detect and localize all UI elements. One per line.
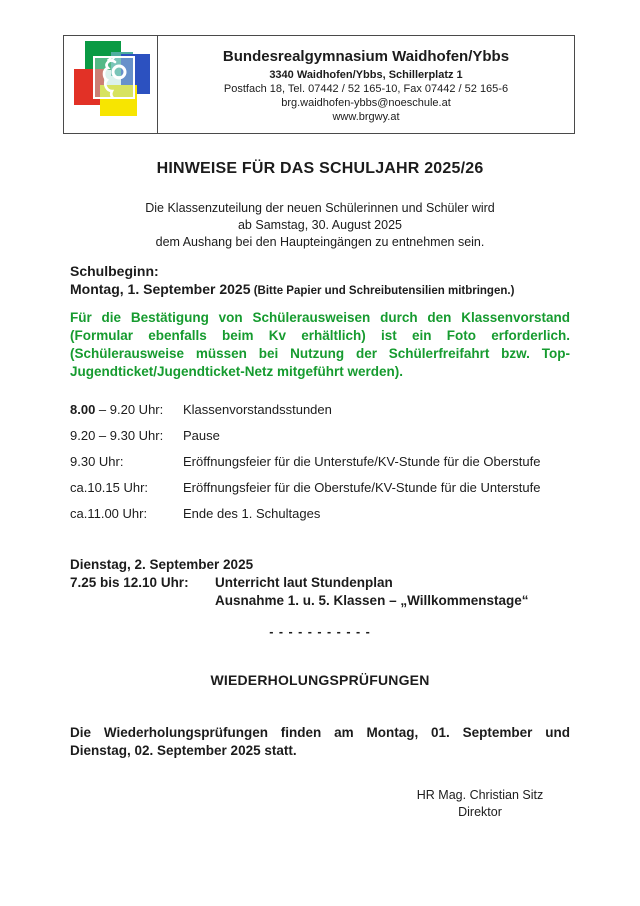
signature-block — [380, 787, 580, 821]
tuesday-row — [70, 592, 570, 610]
schulbeginn-date: Montag, 1. September 2025 — [70, 281, 251, 297]
ausweis-line-2: (Formular ebenfalls beim Kv erhältlich) ist ein Foto erforderlich. — [70, 328, 570, 343]
schedule-time: 9.30 Uhr: — [70, 454, 124, 469]
schedule-time: ca.10.15 Uhr: — [70, 480, 149, 495]
schedule-desc: Pause — [183, 428, 220, 443]
letterhead — [63, 35, 575, 134]
school-logo — [64, 36, 158, 133]
wiederholung-paragraph — [70, 724, 570, 760]
school-name: Bundesrealgymnasium Waidhofen/Ybbs — [222, 48, 510, 65]
tuesday-desc-1: Unterricht laut Stundenplan — [215, 575, 393, 590]
school-address: 3340 Waidhofen/Ybbs, Schillerplatz 1 — [269, 69, 463, 81]
ausweis-notice — [70, 309, 570, 381]
ausweis-line-4: Jugendticket/Jugendticket-Netz mitgeführt werden). — [70, 364, 404, 379]
school-website: www.brgwy.at — [332, 111, 400, 123]
tuesday-row — [70, 574, 570, 592]
schulbeginn-heading: Schulbeginn: — [70, 263, 159, 279]
letterhead-text — [158, 36, 574, 133]
intro-line-3: dem Aushang bei den Haupteingängen zu entnehmen sein. — [155, 235, 485, 249]
wiederholung-line-1: Die Wiederholungsprüfungen finden am Montag, 01. September und — [70, 725, 570, 740]
tuesday-desc-2: Ausnahme 1. u. 5. Klassen – „Willkommenstage“ — [215, 593, 529, 608]
tuesday-time: 7.25 bis 12.10 Uhr: — [70, 575, 189, 590]
page-title: HINWEISE FÜR DAS SCHULJAHR 2025/26 — [156, 160, 484, 177]
schedule-desc: Eröffnungsfeier für die Unterstufe/KV-Stunde für die Oberstufe — [183, 454, 541, 469]
schedule-time: ca.11.00 Uhr: — [70, 506, 148, 521]
tuesday-section — [70, 556, 570, 610]
schedule-time-bold: 8.00 — [70, 402, 96, 417]
ausweis-line-1: Für die Bestätigung von Schülerausweisen durch den Klassenvorstand — [70, 310, 570, 325]
schedule-row — [70, 501, 570, 527]
schulbeginn-date-line — [70, 280, 570, 300]
wiederholung-line-2: Dienstag, 02. September 2025 statt. — [70, 743, 297, 758]
signature-name: HR Mag. Christian Sitz — [416, 788, 544, 802]
schedule-time-rest: – 9.20 Uhr: — [95, 402, 164, 417]
schedule-row — [70, 449, 570, 475]
intro-line-2: ab Samstag, 30. August 2025 — [237, 218, 402, 232]
schulbeginn-section — [70, 262, 570, 300]
wiederholung-title: WIEDERHOLUNGSPRÜFUNGEN — [210, 672, 430, 688]
school-email: brg.waidhofen-ybbs@noeschule.at — [281, 97, 451, 109]
dashed-separator: - - - - - - - - - - - — [269, 625, 371, 639]
intro-paragraph — [70, 200, 570, 251]
schedule-desc: Klassenvorstandsstunden — [183, 402, 332, 417]
schedule-desc: Ende des 1. Schultages — [183, 506, 321, 521]
tuesday-time-spacer — [70, 592, 215, 610]
schulbeginn-note: (Bitte Papier und Schreibutensilien mitbringen.) — [250, 285, 515, 297]
schedule-row — [70, 397, 570, 423]
school-contact: Postfach 18, Tel. 07442 / 52 165-10, Fax 07442 / 52 165-6 — [223, 83, 509, 95]
intro-line-1: Die Klassenzuteilung der neuen Schülerinnen und Schüler wird — [145, 201, 495, 215]
signature-role: Direktor — [458, 805, 502, 819]
first-day-schedule — [70, 397, 570, 527]
schedule-time: 9.20 – 9.30 Uhr: — [70, 428, 164, 443]
tuesday-heading: Dienstag, 2. September 2025 — [70, 557, 254, 572]
seahorse-icon — [93, 56, 135, 99]
school-logo-icon — [69, 38, 153, 122]
ausweis-line-3: (Schülerausweise müssen bei Nutzung der Schülerfreifahrt bzw. Top- — [70, 346, 570, 361]
schedule-desc: Eröffnungsfeier für die Oberstufe/KV-Stunde für die Unterstufe — [183, 480, 541, 495]
schedule-row — [70, 475, 570, 501]
schedule-row — [70, 423, 570, 449]
schedule-time — [70, 397, 183, 423]
